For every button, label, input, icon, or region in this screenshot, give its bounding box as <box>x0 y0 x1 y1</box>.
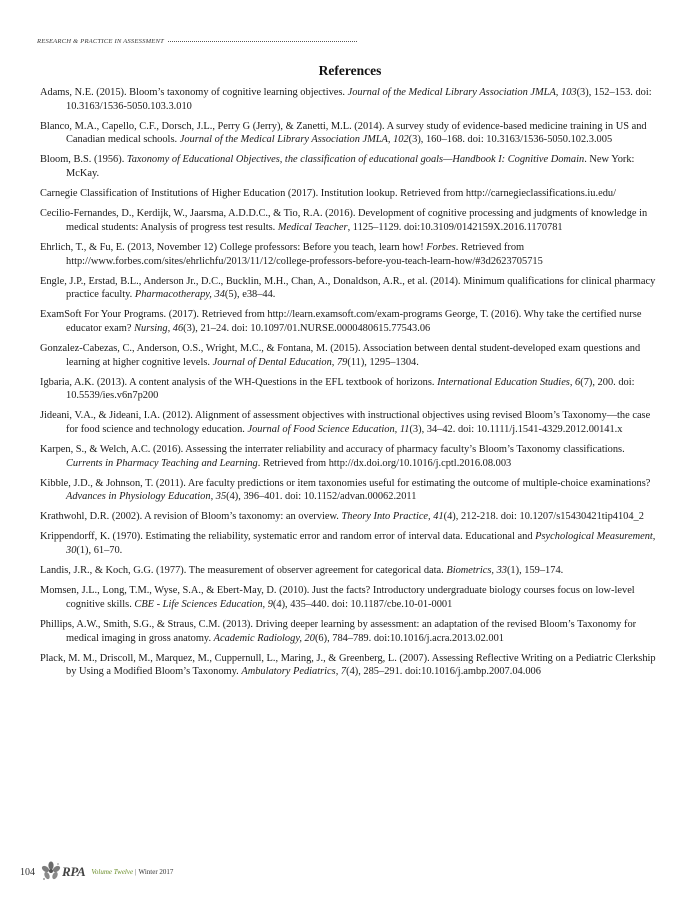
reference-source: Currents in Pharmacy Teaching and Learning <box>66 457 258 469</box>
flower-logo-icon <box>41 861 61 883</box>
reference-source: CBE - Life Sciences Education, 9 <box>134 598 273 610</box>
reference-entry <box>40 564 658 578</box>
reference-text: Krathwohl, D.R. (2002). A revision of Bloom’s taxonomy: an overview. <box>40 511 342 523</box>
reference-source: Ambulatory Pediatrics, 7 <box>241 666 347 678</box>
reference-details: (7), 200. doi: 10.5539/ies.v6n7p200 <box>66 376 635 402</box>
reference-details: (11), 1295–1304. <box>347 356 419 368</box>
rpa-logo <box>41 861 85 883</box>
page-footer <box>20 859 173 885</box>
page-number: 104 <box>20 866 35 878</box>
reference-text: Carnegie Classification of Institutions of Higher Education (2017). Institution lookup. Retrieved from http://carnegieclassifications.iu.edu/ <box>40 188 616 200</box>
reference-details: (1), 159–174. <box>506 565 564 577</box>
issue-season: Winter 2017 <box>138 868 174 876</box>
reference-entry <box>40 510 658 524</box>
reference-entry <box>40 187 658 201</box>
reference-text: Igbaria, A.K. (2013). A content analysis of the WH-Questions in the EFL textbook of horizons. <box>40 376 438 388</box>
reference-entry <box>40 207 658 234</box>
reference-text: Plack, M. M., Driscoll, M., Marquez, M., Cuppernull, L., Maring, J., & Greenberg, L. (2007). Assessing Reflective Writing on a Pediatric Clerkship by Using a Modified Bloom’s Taxonomy. <box>40 652 656 678</box>
reference-text: Adams, N.E. (2015). Bloom’s taxonomy of cognitive learning objectives. <box>40 87 348 98</box>
reference-source: Forbes <box>426 241 456 253</box>
reference-details: (4), 212-218. doi: 10.1207/s15430421tip4104_2 <box>443 511 644 523</box>
reference-entry <box>40 477 658 504</box>
reference-source: Theory Into Practice, 41 <box>341 511 444 523</box>
running-header-title: RESEARCH & PRACTICE IN ASSESSMENT <box>37 37 164 45</box>
reference-text: Krippendorff, K. (1970). Estimating the reliability, systematic error and random error of interval data. Educational and <box>40 531 536 543</box>
reference-source: Taxonomy of Educational Objectives, the classification of educational goals—Handbook I: Cognitive Domain <box>126 154 585 166</box>
reference-details: (4), 396–401. doi: 10.1152/advan.00062.2011 <box>226 491 417 503</box>
reference-source: Journal of the Medical Library Association JMLA, 102 <box>179 134 409 146</box>
reference-entry <box>40 530 658 557</box>
rpa-logo-text: RPA <box>62 864 86 879</box>
reference-details: . Retrieved from http://www.forbes.com/sites/ehrlichfu/2013/11/12/college-professors-before-you-teach-learn-how/#3d2623705715 <box>66 241 543 267</box>
reference-text: Cecilio-Fernandes, D., Kerdijk, W., Jaarsma, A.D.D.C., & Tio, R.A. (2016). Development of cognitive processing and judgments of knowledge in medical students: Analysis of progress test results. <box>40 208 648 233</box>
running-header-dotted-rule <box>168 41 357 42</box>
reference-details: (3), 34–42. doi: 10.1111/j.1541-4329.2012.00141.x <box>409 424 623 436</box>
reference-source: Journal of the Medical Library Association JMLA, 103 <box>347 87 577 98</box>
reference-details: (3), 152–153. doi: 10.3163/1536-5050.103.3.010 <box>66 87 652 112</box>
reference-entry <box>40 342 658 369</box>
reference-text: Karpen, S., & Welch, A.C. (2016). Assessing the interrater reliability and accuracy of pharmacy faculty’s Bloom’s Taxonomy classifications. <box>40 444 625 456</box>
reference-text: Ehrlich, T., & Fu, E. (2013, November 12) College professors: Before you teach, learn how! <box>40 241 427 253</box>
reference-source: Journal of Dental Education, 79 <box>212 356 348 368</box>
reference-entry <box>40 618 658 645</box>
reference-entry <box>40 275 658 302</box>
reference-details: . New York: McKay. <box>66 154 635 180</box>
reference-details: (5), e38–44. <box>224 289 276 301</box>
reference-source: Medical Teacher <box>277 221 348 233</box>
reference-text: ExamSoft For Your Programs. (2017). Retrieved from http://learn.examsoft.com/exam-programs George, T. (2016). Why take the certified nurse educator exam? <box>40 309 642 334</box>
reference-entry <box>40 308 658 335</box>
page-title: References <box>318 63 382 78</box>
reference-source: International Education Studies, 6 <box>437 376 581 388</box>
reference-source: Journal of Food Science Education, 11 <box>247 424 410 436</box>
footer-separator: | <box>135 868 137 876</box>
reference-details: (4), 435–440. doi: 10.1187/cbe.10-01-0001 <box>272 598 453 610</box>
reference-text: Bloom, B.S. (1956). <box>40 154 127 166</box>
reference-details: (4), 285–291. doi:10.1016/j.ambp.2007.04.006 <box>346 666 541 678</box>
reference-text: Engle, J.P., Erstad, B.L., Anderson Jr., D.C., Bucklin, M.H., Chan, A., Donaldson, A.R., et al. (2014). Minimum qualifications for clinical pharmacy practice faculty. <box>40 275 656 301</box>
reference-text: Momsen, J.L., Long, T.M., Wyse, S.A., & Ebert-May, D. (2010). Just the facts? Introductory undergraduate biology courses focus on low-level cognitive skills. <box>40 585 635 610</box>
reference-details: (6), 784–789. doi:10.1016/j.acra.2013.02.001 <box>314 632 504 644</box>
volume-label: Volume Twelve <box>91 868 134 876</box>
reference-entry <box>40 584 658 611</box>
reference-entry <box>40 376 658 403</box>
reference-source: Academic Radiology, 20 <box>213 632 315 644</box>
reference-source: Psychological Measurement, 30 <box>66 531 656 557</box>
reference-entry <box>40 120 658 147</box>
reference-entry <box>40 409 658 436</box>
reference-text: Kibble, J.D., & Johnson, T. (2011). Are faculty predictions or item taxonomies useful for estimating the outcome of multiple-choice examinations? <box>40 477 651 489</box>
reference-details: , 1125–1129. doi:10.3109/0142159X.2016.1170781 <box>347 221 563 233</box>
reference-source: Nursing, 46 <box>134 322 184 334</box>
reference-text: Blanco, M.A., Capello, C.F., Dorsch, J.L., Perry G (Jerry), & Zanetti, M.L. (2014). A survey study of evidence-based medicine training in US and Canadian medical schools. <box>40 120 647 146</box>
reference-text: Gonzalez-Cabezas, C., Anderson, O.S., Wright, M.C., & Fontana, M. (2015). Association between dental student-developed exam questions and learning at higher cognitive levels. <box>40 342 641 368</box>
running-header <box>37 35 357 47</box>
reference-entry <box>40 86 658 113</box>
reference-list <box>40 86 658 685</box>
reference-entry <box>40 153 658 180</box>
reference-text: Landis, J.R., & Koch, G.G. (1977). The measurement of observer agreement for categorical data. <box>40 565 447 577</box>
reference-text: Jideani, V.A., & Jideani, I.A. (2012). Alignment of assessment objectives with instructional objectives using revised Bloom’s Taxonomy—the case for food science and technology education. <box>40 410 651 436</box>
reference-source: Pharmacotherapy, 34 <box>134 289 225 301</box>
reference-details: (3), 21–24. doi: 10.1097/01.NURSE.0000480615.77543.06 <box>183 322 431 334</box>
reference-source: Biometrics, 33 <box>446 565 507 577</box>
reference-entry <box>40 443 658 470</box>
reference-details: (3), 160–168. doi: 10.3163/1536-5050.102.3.005 <box>408 134 613 146</box>
reference-entry <box>40 241 658 268</box>
reference-details: (1), 61–70. <box>76 545 123 557</box>
reference-entry <box>40 652 658 679</box>
reference-text: Phillips, A.W., Smith, S.G., & Straus, C.M. (2013). Driving deeper learning by assessment: an adaptation of the revised Bloom’s Taxonomy for medical imaging in gross anatomy. <box>40 618 637 644</box>
reference-details: . Retrieved from http://dx.doi.org/10.1016/j.cptl.2016.08.003 <box>257 457 512 469</box>
reference-source: Advances in Physiology Education, 35 <box>66 491 227 503</box>
